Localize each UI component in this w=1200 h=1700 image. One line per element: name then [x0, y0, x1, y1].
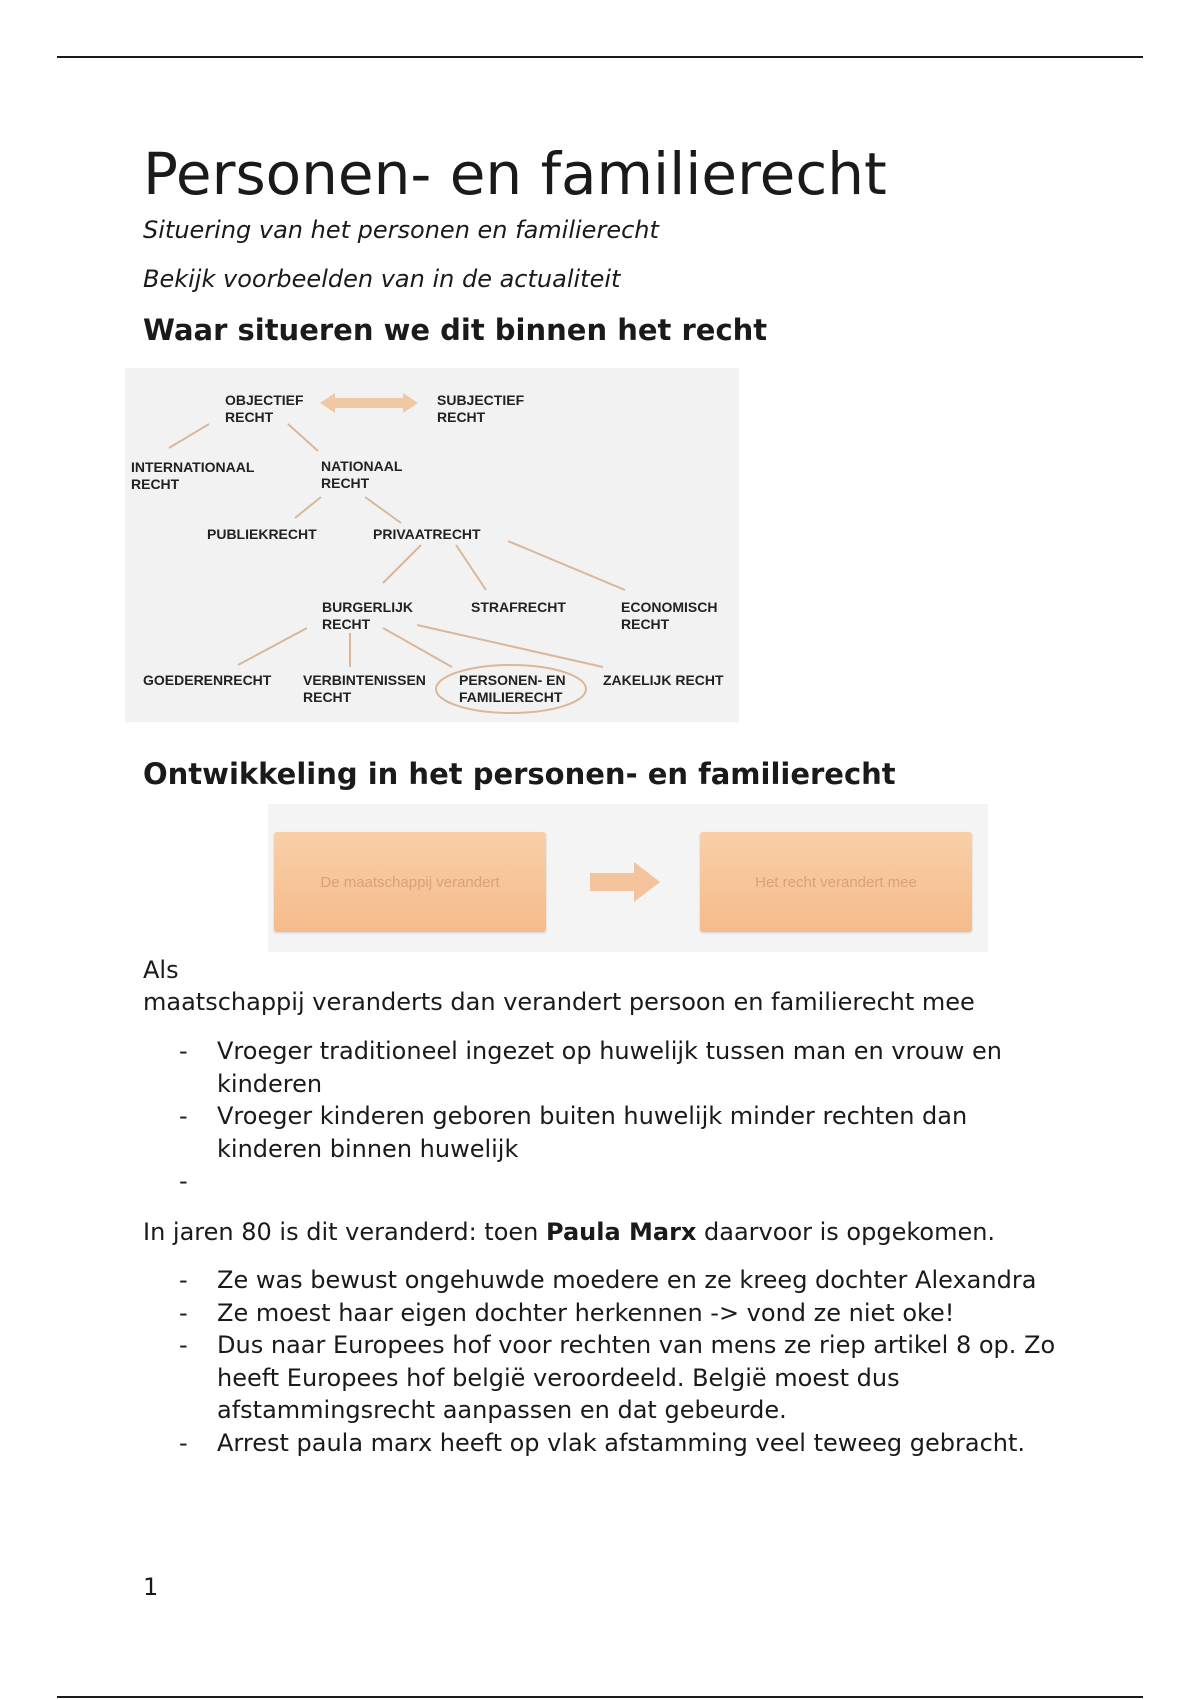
node-internationaal-1: INTERNATIONAAL [131, 459, 255, 475]
node-goederenrecht: GOEDERENRECHT [143, 672, 272, 688]
list-dash: - [179, 1298, 188, 1327]
node-burgerlijk-2: RECHT [322, 616, 371, 632]
flow-box-recht: Het recht verandert mee [700, 832, 972, 932]
node-personen-1: PERSONEN- EN [459, 672, 566, 688]
law-tree-diagram [125, 368, 739, 722]
connector-objectief-nationaal [288, 424, 318, 451]
node-burgerlijk-1: BURGERLIJK [322, 599, 414, 615]
node-economisch-2: RECHT [621, 616, 670, 632]
page-title: Personen- en familierecht [143, 140, 887, 208]
node-subjectief-1: SUBJECTIEF [437, 392, 525, 408]
node-zakelijk: ZAKELIJK RECHT [603, 672, 724, 688]
node-objectief-2: RECHT [225, 409, 274, 425]
list-item: - Arrest paula marx heeft op vlak afstamming veel teweeg gebracht. [143, 1427, 1073, 1460]
list-dash: - [179, 1037, 188, 1065]
connector-burgerlijk-zakelijk [417, 625, 603, 667]
node-verbintenissen-1: VERBINTENISSEN [303, 672, 426, 688]
node-economisch-1: ECONOMISCH [621, 599, 718, 615]
flow-diagram [268, 804, 988, 952]
subtitle-voorbeelden: Bekijk voorbeelden van in de actualiteit [143, 265, 621, 293]
list-dash: - [179, 1102, 188, 1130]
node-nationaal-2: RECHT [321, 475, 370, 491]
list-paula-marx [143, 1264, 1073, 1459]
right-arrow-icon [590, 862, 662, 902]
connector-privaat-economisch [508, 541, 625, 590]
flow-box-maatschappij: De maatschappij verandert [274, 832, 546, 932]
connector-burgerlijk-goederen [238, 628, 307, 665]
connector-privaat-straf [456, 545, 486, 590]
node-nationaal-1: NATIONAAL [321, 458, 403, 474]
list-item: - Vroeger kinderen geboren buiten huwelijk minder rechten dan kinderen binnen huwelijk [179, 1102, 968, 1163]
connector-burgerlijk-personen [383, 628, 452, 667]
node-internationaal-2: RECHT [131, 476, 180, 492]
list-dash: - [179, 1331, 188, 1359]
node-subjectief-2: RECHT [437, 409, 486, 425]
top-rule [57, 56, 1143, 58]
list-item: - Ze moest haar eigen dochter herkennen -> vond ze niet oke! [143, 1297, 1073, 1330]
heading-situeren: Waar situeren we dit binnen het recht [143, 313, 768, 347]
list-item: - Ze was bewust ongehuwde moedere en ze kreeg dochter Alexandra [143, 1264, 1073, 1297]
paragraph-als [143, 954, 1073, 1018]
node-strafrecht: STRAFRECHT [471, 599, 566, 615]
node-privaatrecht: PRIVAATRECHT [373, 526, 481, 542]
list-dash: - [179, 1266, 188, 1294]
law-tree-svg [125, 368, 739, 722]
page-number: 1 [143, 1573, 159, 1601]
paragraph-paula-marx: In jaren 80 is dit veranderd: toen Paula Marx daarvoor is opgekomen. [143, 1218, 996, 1246]
list-item: - Dus naar Europees hof voor rechten van mens ze riep artikel 8 op. Zo heeft Europees hof belgië veroordeeld. België moest dus afstammingsrecht aanpassen en dat gebeurde. [179, 1331, 1056, 1424]
list-dash: - [179, 1167, 188, 1195]
node-publiekrecht: PUBLIEKRECHT [207, 526, 317, 542]
paula-marx-bold: Paula Marx [546, 1218, 697, 1246]
paragraph-als-line2: maatschappij veranderts dan verandert persoon en familierecht mee [143, 988, 975, 1016]
double-arrow-icon [320, 393, 418, 413]
bottom-rule [57, 1696, 1143, 1698]
connector-nationaal-privaat [365, 497, 401, 523]
connector-objectief-internationaal [169, 424, 209, 448]
node-objectief-1: OBJECTIEF [225, 392, 304, 408]
list-dash: - [179, 1428, 188, 1457]
heading-ontwikkeling: Ontwikkeling in het personen- en familierecht [143, 757, 896, 791]
paragraph-als-line1: Als [143, 956, 179, 984]
list-item: - Vroeger traditioneel ingezet op huwelijk tussen man en vrouw en kinderen [179, 1037, 1003, 1098]
list-vroeger [143, 1035, 1073, 1195]
node-verbintenissen-2: RECHT [303, 689, 352, 705]
node-personen-2: FAMILIERECHT [459, 689, 563, 705]
connector-nationaal-publiek [295, 497, 321, 518]
subtitle-situering: Situering van het personen en familierecht [143, 216, 659, 244]
connector-privaat-burgerlijk [383, 545, 421, 583]
